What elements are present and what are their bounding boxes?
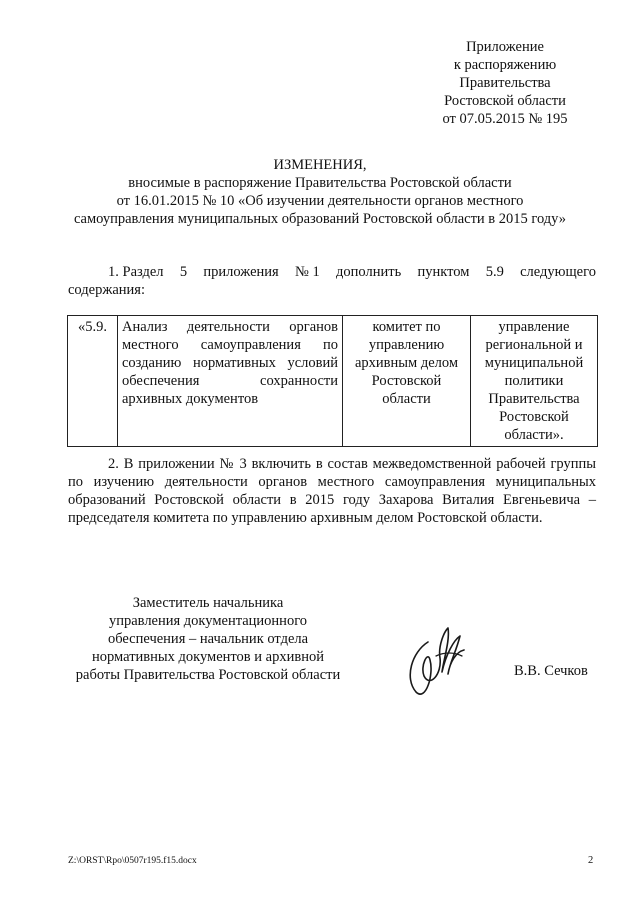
appendix-line: к распоряжению	[453, 57, 557, 73]
cell-line: области».	[504, 427, 564, 443]
cell-line: политики	[504, 373, 564, 389]
paragraph-2: 2. В приложении № 3 включить в состав межведомственной рабочей группы по изучению деятельности органов местного самоуправления муниципальных образований Ростовской области в 2015 году Захарова Виталия Евгеньевича – председателя комитета по управлению архивным делом Ростовской области.	[68, 456, 596, 526]
appendix-date-line: от 07.05.2015 № 195	[442, 111, 568, 127]
word: дополнить	[336, 264, 402, 280]
title-heading: ИЗМЕНЕНИЯ,	[273, 157, 367, 173]
position-line: нормативных документов и архивной	[92, 649, 324, 665]
cell-line: управлению	[368, 337, 445, 353]
footer-file-path: Z:\ORST\Rpo\0507r195.f15.docx	[68, 856, 197, 866]
cell-line: региональной и	[485, 337, 583, 353]
word: 5.9	[485, 264, 504, 280]
signature-scribble	[398, 622, 468, 702]
cell-line: архивным делом	[354, 355, 459, 371]
title-line: вносимые в распоряжение Правительства Ростовской области	[128, 175, 512, 191]
position-line: обеспечения – начальник отдела	[107, 631, 309, 647]
appendix-line: Правительства	[459, 75, 551, 91]
signer-name: В.В. Сечков	[514, 663, 588, 679]
title-line: самоуправления муниципальных образований Ростовской области в 2015 году»	[73, 211, 567, 227]
paragraph-1-second-line: содержания:	[68, 282, 146, 298]
word: пунктом	[417, 264, 470, 280]
title-line: от 16.01.2015 № 10 «Об изучении деятельности органов местного	[116, 193, 524, 209]
position-line: работы Правительства Ростовской области	[75, 667, 341, 683]
appendix-header	[420, 38, 590, 128]
item-description-cell: Анализ деятельности органов местного самоуправления по созданию нормативных условий обеспечения сохранности архивных документов	[118, 316, 343, 447]
cell-line: Ростовской	[371, 373, 442, 389]
appendix-line: Ростовской области	[444, 93, 566, 109]
paragraph-1-first-line	[68, 263, 596, 281]
paragraph-1	[68, 263, 596, 299]
word: № 1	[295, 264, 320, 280]
handwritten-signature	[398, 622, 468, 702]
word: следующего	[520, 264, 596, 280]
page-number: 2	[588, 855, 594, 866]
word: 1. Раздел	[108, 264, 164, 280]
cell-line: области	[382, 391, 431, 407]
table-row	[68, 316, 598, 447]
appendix-line: Приложение	[466, 39, 544, 55]
cooperating-cell	[471, 316, 598, 447]
position-line: Заместитель начальника	[132, 595, 284, 611]
position-line: управления документационного	[108, 613, 308, 629]
word: приложения	[203, 264, 279, 280]
word: 5	[179, 264, 188, 280]
signer-position	[68, 594, 348, 684]
cell-line: муниципальной	[484, 355, 584, 371]
cell-line: Правительства	[488, 391, 580, 407]
cell-line: Ростовской	[499, 409, 569, 425]
responsible-cell	[343, 316, 471, 447]
cell-line: управление	[498, 319, 570, 335]
document-title	[60, 156, 580, 228]
changes-table	[67, 315, 598, 447]
cell-line: комитет по	[372, 319, 441, 335]
item-number-cell: «5.9.	[68, 316, 118, 447]
